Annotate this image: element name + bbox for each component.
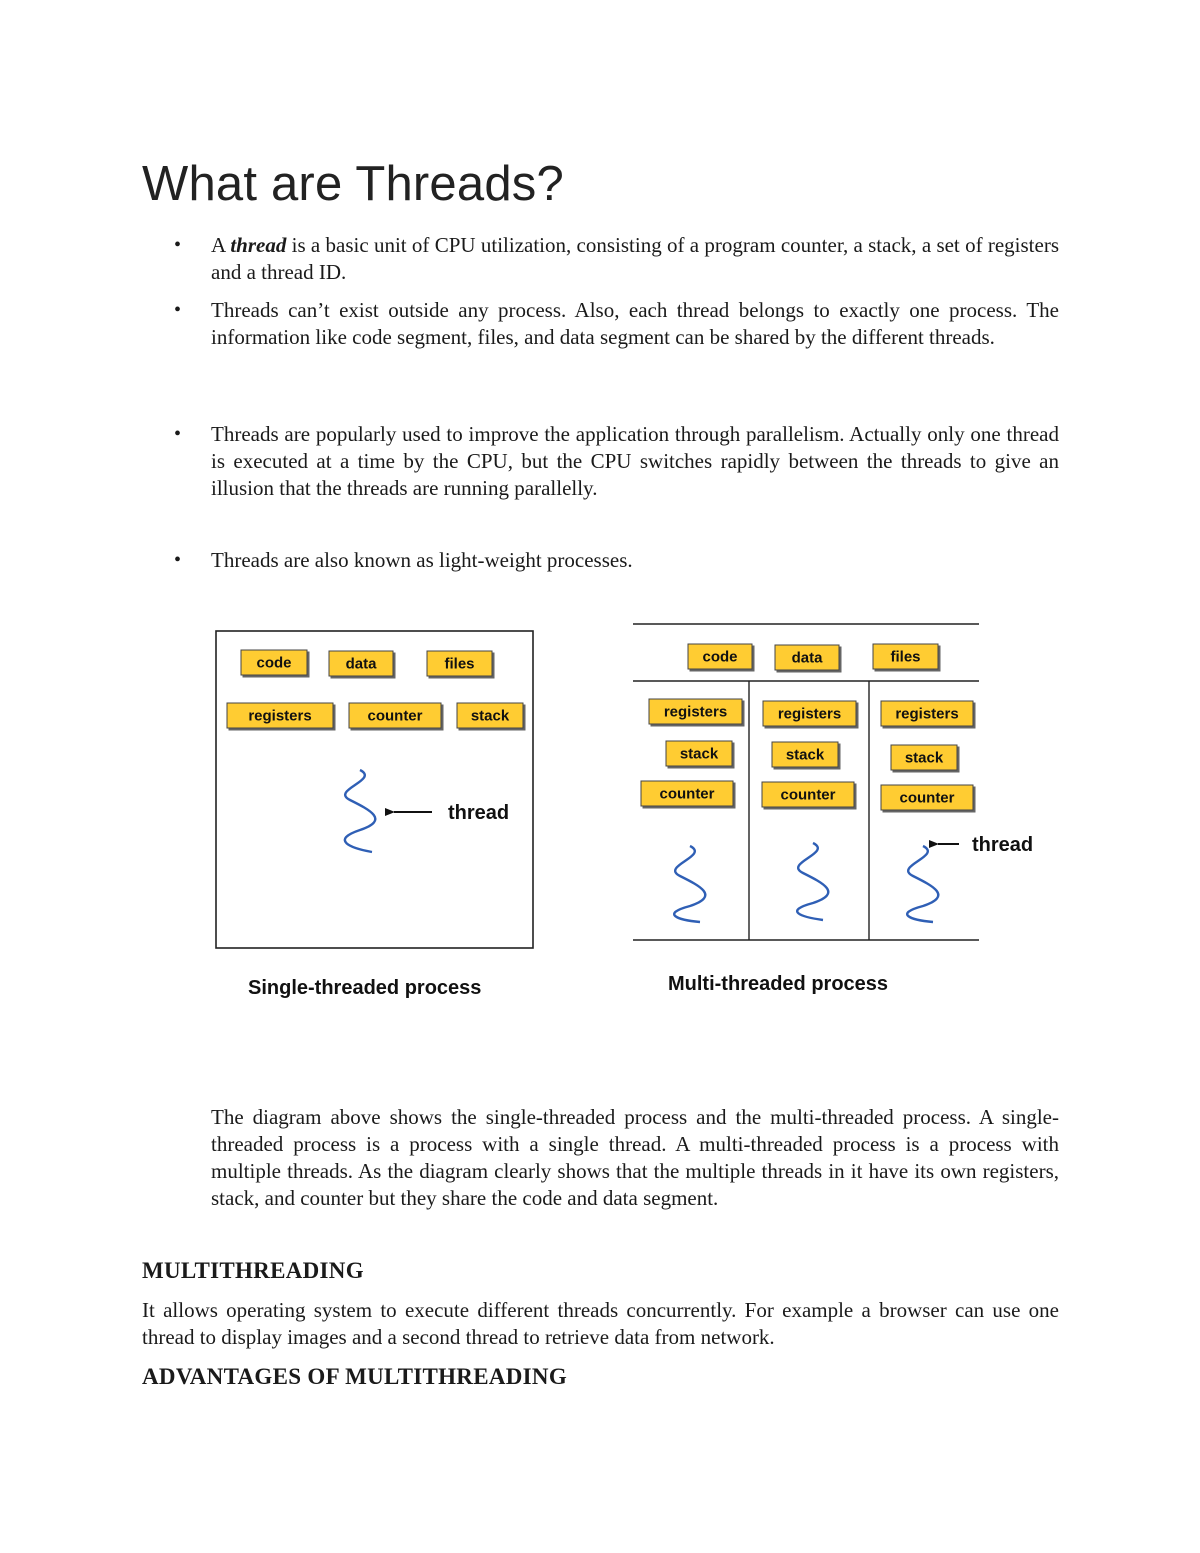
thread-resource-box-label: registers — [895, 705, 959, 723]
diagram-description: The diagram above shows the single-threaded process and the multi-threaded process. A single-threaded process is a process with a single thread. A multi-threaded process is a process with multiple threads. As the diagram clearly shows that the multiple threads in it have its own registers, stack, and counter but they share the code and data segment. — [211, 1105, 1059, 1210]
thread-squiggle-icon — [674, 846, 705, 922]
shared-segment-box — [427, 651, 492, 676]
thread-resource-box — [641, 781, 733, 806]
thread-squiggle-icon — [797, 843, 828, 920]
thread-resource-box-label: registers — [777, 705, 842, 723]
thread-squiggle-icon — [907, 846, 938, 922]
thread-resource-box-label: registers — [248, 707, 312, 725]
single-process-frame — [216, 631, 533, 948]
thread-squiggle-icon — [345, 770, 375, 852]
bullet-rest: is a basic unit of CPU utilization, consisting of a program counter, a stack, a set of registers and a thread ID. — [211, 233, 1059, 284]
thread-resource-box — [349, 703, 441, 728]
thread-resource-box-label: registers — [663, 703, 728, 721]
shared-segment-box — [329, 651, 393, 676]
shared-segment-box — [688, 644, 752, 669]
thread-label: thread — [972, 834, 1034, 856]
shared-segment-box-label: data — [791, 649, 823, 667]
thread-resource-box-label: stack — [904, 749, 944, 767]
thread-resource-box-label: counter — [899, 789, 955, 807]
thread-resource-box — [649, 699, 742, 724]
shared-segment-box-label: files — [890, 648, 921, 666]
thread-resource-box — [457, 703, 523, 728]
thread-resource-box — [763, 701, 856, 726]
thread-resource-box — [891, 745, 957, 770]
thread-resource-box-label: stack — [470, 707, 510, 725]
thread-resource-box-label: counter — [367, 707, 423, 725]
shared-segment-box — [873, 644, 938, 669]
section-heading-advantages: ADVANTAGES OF MULTITHREADING — [142, 1364, 568, 1389]
multithreading-paragraph: It allows operating system to execute different threads concurrently. For example a browser can use one thread to display images and a second thread to retrieve data from network. — [142, 1298, 1059, 1349]
multi-threaded-caption: Multi-threaded process — [668, 973, 889, 995]
thread-resource-box — [772, 742, 838, 767]
thread-label: thread — [448, 802, 510, 824]
shared-segment-box-label: code — [702, 648, 738, 666]
bullet-item: • Threads can’t exist outside any process. Also, each thread belongs to exactly one process. The information like code segment, files, and data segment can be shared by the different threads. — [211, 297, 1059, 351]
page-title: What are Threads? — [142, 157, 564, 211]
single-threaded-caption: Single-threaded process — [248, 977, 482, 999]
thread-resource-box-label: stack — [679, 745, 719, 763]
shared-segment-box-label: files — [444, 655, 475, 673]
thread-resource-box — [881, 785, 973, 810]
thread-resource-box — [762, 782, 854, 807]
thread-resource-box-label: stack — [785, 746, 825, 764]
emphasized-term: thread — [230, 233, 287, 257]
shared-segment-box-label: data — [345, 655, 377, 673]
shared-segment-box — [241, 650, 307, 675]
thread-resource-box — [881, 701, 973, 726]
shared-segment-box — [775, 645, 839, 670]
thread-resource-box — [227, 703, 333, 728]
bullet-item: • Threads are also known as light-weight processes. — [211, 547, 1059, 574]
bullet-item: • Threads are popularly used to improve the application through parallelism. Actually only one thread is executed at a time by the CPU, but the CPU switches rapidly between the threads to give an illusion that the threads are running parallelly. — [211, 421, 1059, 502]
thread-resource-box-label: counter — [659, 785, 715, 803]
thread-resource-box — [666, 741, 732, 766]
thread-resource-box-label: counter — [780, 786, 836, 804]
bullet-prefix: A — [211, 233, 231, 257]
section-heading-multithreading: MULTITHREADING — [142, 1258, 364, 1283]
shared-segment-box-label: code — [256, 654, 292, 672]
